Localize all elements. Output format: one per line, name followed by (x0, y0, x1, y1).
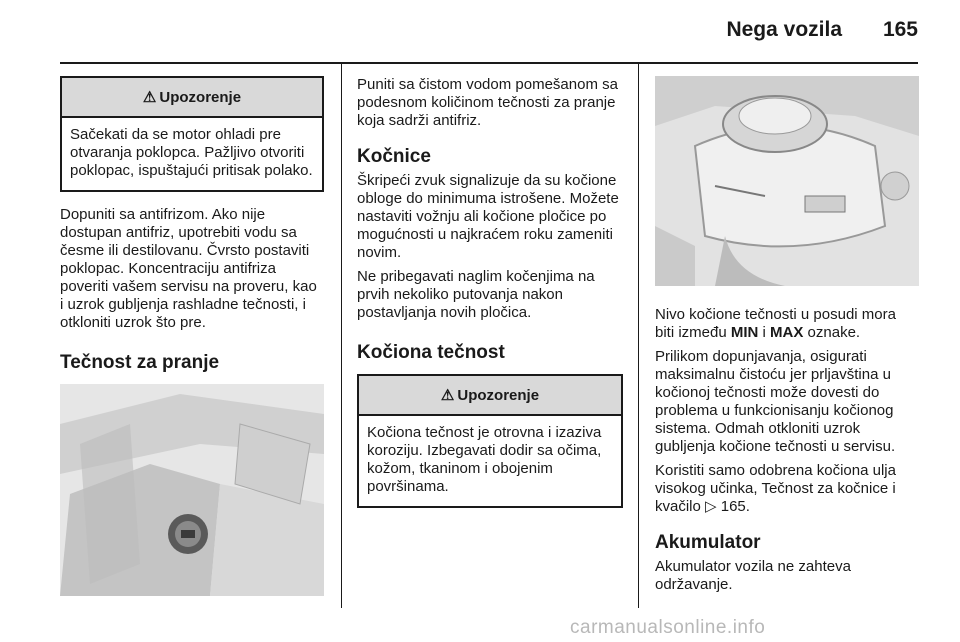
warning-triangle-icon: ⚠ (440, 387, 455, 404)
column-2 (357, 76, 623, 522)
coolant-warning-box (60, 76, 324, 192)
brake-fluid-level-paragraph (655, 306, 919, 342)
page-number: 165 (882, 18, 918, 41)
max-marker-label: MAX (770, 324, 804, 341)
brakes-paragraph-1: Škripeći zvuk signalizuje da su kočione obloge do minimuma istrošene. Možete nastaviti vožnju ali kočione pločice po mogućnosti u najkraćem roku zameniti novim. (357, 172, 619, 261)
level-text-b: i (758, 324, 771, 341)
min-marker-label: MIN (730, 324, 759, 341)
warning-title: Upozorenje (457, 386, 540, 404)
watermark: carmanualsonline.info (570, 617, 766, 638)
brake-reservoir-photo (655, 76, 919, 286)
warning-triangle-icon: ⚠ (142, 89, 157, 106)
column-1 (60, 76, 324, 596)
battery-heading: Akumulator (655, 532, 761, 553)
level-text-c: oznake. (803, 324, 861, 341)
brakes-paragraph-2: Ne pribegavati naglim kočenjima na prvih nekoliko putovanja nakon postavljanja novih pločica. (357, 268, 595, 321)
column-3 (655, 76, 919, 600)
washer-reservoir-photo (60, 384, 324, 596)
column-divider-2 (638, 64, 639, 608)
level-text-a: Nivo kočione tečnosti u posudi mora biti između (655, 306, 896, 341)
topping-up-paragraph: Prilikom dopunjavanja, osigurati maksimalnu čistoću jer prljavština u kočionoj tečnosti može dovesti do problema u funkcionisanju kočionog sistema. Odmah otkloniti uzrok gubljenja kočione tečnosti u servisu. (655, 348, 896, 455)
page-reference[interactable]: 165. (716, 498, 750, 515)
washer-fluid-heading: Tečnost za pranje (60, 352, 220, 373)
warning-title: Upozorenje (159, 88, 242, 106)
approved-text-a: Koristiti samo odobrena kočiona ulja visokog učinka, Tečnost za kočnice i kvačilo (655, 462, 896, 515)
brake-fluid-heading: Kočiona tečnost (357, 342, 505, 363)
warning-text: Sačekati da se motor ohladi pre otvaranja poklopca. Pažljivo otvoriti poklopac, ispuštajući pritisak polako. (70, 126, 313, 179)
page-header (0, 18, 918, 48)
brake-fluid-warning-box (357, 374, 623, 508)
warning-header (359, 376, 621, 416)
brakes-heading: Kočnice (357, 146, 431, 167)
battery-paragraph: Akumulator vozila ne zahteva održavanje. (655, 558, 851, 593)
column-divider-1 (341, 64, 342, 608)
washer-paragraph: Puniti sa čistom vodom pomešanom sa podesnom količinom tečnosti za pranje koja sadrži antifriz. (357, 76, 618, 129)
coolant-paragraph: Dopuniti sa antifrizom. Ako nije dostupan antifriz, upotrebiti vodu sa česme ili destilovanu. Čvrsto postaviti poklopac. Koncentraciju antifriza poveriti vašem servisu na proveru, kao i uzrok gubljenja rashladne tečnosti, i otkloniti uzrok što pre. (60, 206, 317, 331)
warning-text: Kočiona tečnost je otrovna i izaziva koroziju. Izbegavati dodir sa očima, kožom, tkaninom i obojenim površinama. (367, 424, 602, 495)
header-rule (60, 62, 918, 64)
arrow-reference-icon[interactable]: ▷ (705, 498, 717, 515)
section-title: Nega vozila (726, 18, 842, 41)
warning-header (62, 78, 322, 118)
approved-fluid-paragraph (655, 462, 919, 516)
